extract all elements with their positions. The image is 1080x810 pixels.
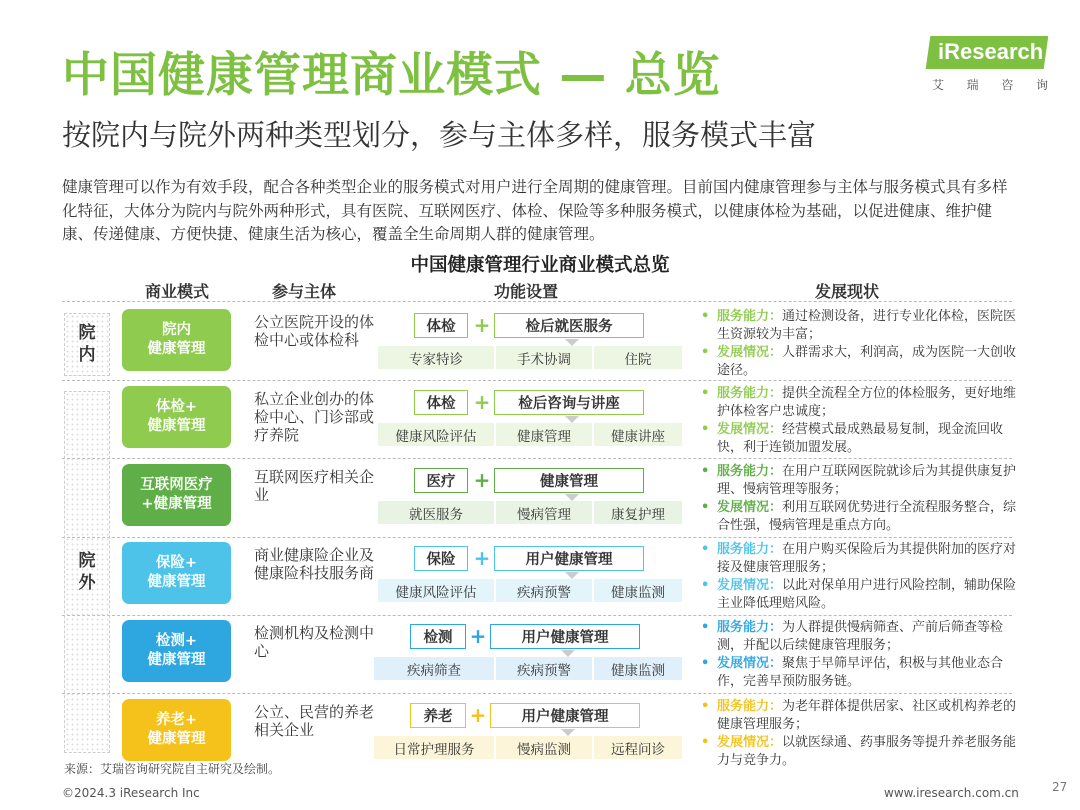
function-secondary-label: 检后就医服务 xyxy=(525,319,613,335)
logo-sub-char: 瑞 xyxy=(966,78,979,92)
function-sub-label: 健康监测 xyxy=(611,584,665,601)
function-secondary-box xyxy=(490,703,640,728)
function-main-label: 养老 xyxy=(423,709,453,725)
bullet-icon: • xyxy=(701,345,710,360)
intro-paragraph: 健康管理可以作为有效手段，配合各种类型企业的服务模式对用户进行全周期的健康管理。目前国内健康管理参与主体与服务模式具有多样化特征，大体分为院内与院外两种形式，具有医院、互联网医疗、体检、保险等多种服务模式，以健康体检为基础，以促进健康、维护健康、传递健康、方便快捷、健康生活为核心，覆盖全生命周期人群的健康管理。 xyxy=(62,178,1008,243)
logo-sub-char: 咨 xyxy=(1001,78,1014,92)
capability-label: 服务能力： xyxy=(717,464,783,479)
function-main-label: 体检 xyxy=(426,319,456,335)
function-sub-label: 远程问诊 xyxy=(611,741,665,758)
status-development xyxy=(701,344,1019,380)
status-development xyxy=(701,499,1019,535)
function-main-box xyxy=(414,313,468,338)
participant-text: 公立、民营的养老相关企业 xyxy=(254,703,375,739)
capability-label: 服务能力： xyxy=(717,620,783,635)
chevron-down-icon xyxy=(565,572,579,579)
function-sub-item xyxy=(496,579,592,602)
group-inner-label xyxy=(65,322,109,366)
mode-card xyxy=(122,699,231,761)
participant-text: 互联网医疗相关企业 xyxy=(254,468,375,504)
row-divider xyxy=(62,458,1012,459)
development-label: 发展情况： xyxy=(717,656,783,671)
function-secondary-box xyxy=(494,390,644,415)
row-divider xyxy=(62,615,1012,616)
column-header-status: 发展现状 xyxy=(815,282,880,301)
page-title: 中国健康管理商业模式 — 总览 xyxy=(62,48,721,103)
capability-label: 服务能力： xyxy=(717,542,783,557)
chevron-down-icon xyxy=(565,494,579,501)
function-secondary-box xyxy=(494,546,644,571)
bullet-icon: • xyxy=(701,620,710,635)
status-development xyxy=(701,421,1019,457)
status-block xyxy=(701,541,1019,613)
logo-brand: iResearch xyxy=(938,39,1044,64)
chevron-down-icon xyxy=(565,339,579,346)
function-sub-label: 就医服务 xyxy=(409,506,463,523)
function-main-box xyxy=(410,703,466,728)
function-sub-label: 住院 xyxy=(624,351,652,368)
column-header-function: 功能设置 xyxy=(494,282,559,301)
function-sub-item xyxy=(378,501,494,524)
chart-title: 中国健康管理行业商业模式总览 xyxy=(410,255,670,276)
function-sub-item xyxy=(374,736,494,759)
function-main-label: 医疗 xyxy=(426,474,456,490)
function-sub-item xyxy=(594,657,682,680)
function-main-box xyxy=(414,546,468,571)
function-sub-label: 疾病筛查 xyxy=(407,662,461,679)
function-sub-label: 手术协调 xyxy=(517,351,571,368)
function-sub-label: 健康监测 xyxy=(611,662,665,679)
plus-icon: + xyxy=(473,546,491,570)
bullet-icon: • xyxy=(701,578,710,593)
function-main-label: 检测 xyxy=(423,630,453,646)
function-sub-item xyxy=(594,501,682,524)
bullet-icon: • xyxy=(701,699,710,714)
status-block xyxy=(701,619,1019,691)
chevron-down-icon xyxy=(561,729,575,736)
mode-label: 检测+ 健康管理 xyxy=(147,633,206,668)
function-sub-item xyxy=(594,736,682,759)
group-outer-panel xyxy=(64,391,110,753)
mode-card xyxy=(122,464,231,526)
mode-label: 养老+ 健康管理 xyxy=(147,712,206,747)
capability-label: 服务能力： xyxy=(717,309,783,324)
function-sub-item xyxy=(496,736,592,759)
capability-label: 服务能力： xyxy=(717,699,783,714)
status-development xyxy=(701,734,1019,770)
function-sub-label: 健康讲座 xyxy=(611,428,665,445)
row-divider xyxy=(62,693,1012,694)
group-outer-label xyxy=(65,550,109,594)
page-subtitle: 按院内与院外两种类型划分，参与主体多样，服务模式丰富 xyxy=(62,118,817,152)
participant-text: 检测机构及检测中心 xyxy=(254,624,375,660)
plus-icon: + xyxy=(473,468,491,492)
status-capability xyxy=(701,619,1019,655)
function-secondary-label: 用户健康管理 xyxy=(521,709,609,725)
mode-label: 互联网医疗 +健康管理 xyxy=(140,477,213,512)
development-label: 发展情况： xyxy=(717,735,783,750)
function-sub-item xyxy=(378,346,494,369)
development-text: 聚焦于早筛早评估，积极与其他业态合作，完善早预防服务链。 xyxy=(717,656,1004,689)
function-secondary-label: 用户健康管理 xyxy=(521,630,609,646)
source-note: 来源：艾瑞咨询研究院自主研究及绘制。 xyxy=(64,762,281,776)
participant-text: 私立企业创办的体检中心、门诊部或疗养院 xyxy=(254,390,375,444)
function-secondary-box xyxy=(494,313,644,338)
status-development xyxy=(701,577,1019,613)
development-label: 发展情况： xyxy=(717,345,783,360)
status-capability xyxy=(701,308,1019,344)
function-sub-label: 健康管理 xyxy=(517,428,571,445)
plus-icon: + xyxy=(473,390,491,414)
development-label: 发展情况： xyxy=(717,422,783,437)
row-divider xyxy=(62,537,1012,538)
function-secondary-label: 健康管理 xyxy=(540,474,598,490)
mode-label: 保险+ 健康管理 xyxy=(147,555,206,590)
status-block xyxy=(701,308,1019,380)
function-sub-item xyxy=(594,579,682,602)
mode-card xyxy=(122,620,231,682)
function-sub-label: 日常护理服务 xyxy=(393,741,475,758)
group-inner-panel xyxy=(64,313,110,376)
capability-label: 服务能力： xyxy=(717,386,783,401)
column-header-party: 参与主体 xyxy=(272,282,337,301)
status-development xyxy=(701,655,1019,691)
status-capability xyxy=(701,463,1019,499)
function-sub-item xyxy=(496,346,592,369)
bullet-icon: • xyxy=(701,309,710,324)
development-text: 以此对保单用户进行风险控制，辅助保险主业降低理赔风险。 xyxy=(717,578,1017,611)
bullet-icon: • xyxy=(701,422,710,437)
development-text: 人群需求大，利润高，成为医院一大创收途径。 xyxy=(717,345,1017,378)
function-secondary-box xyxy=(494,468,644,493)
iresearch-logo xyxy=(928,36,1048,96)
function-sub-item xyxy=(594,423,682,446)
bullet-icon: • xyxy=(701,386,710,401)
plus-icon: + xyxy=(473,313,491,337)
function-sub-label: 健康风险评估 xyxy=(395,428,477,445)
bullet-icon: • xyxy=(701,500,710,515)
plus-icon: + xyxy=(469,624,487,648)
logo-subtitle xyxy=(932,76,1048,93)
mode-card xyxy=(122,309,231,371)
function-sub-label: 疾病预警 xyxy=(517,662,571,679)
logo-sub-char: 艾 xyxy=(932,78,945,92)
function-secondary-box xyxy=(490,624,640,649)
function-sub-item xyxy=(496,423,592,446)
function-sub-item xyxy=(378,579,494,602)
capability-text: 在用户互联网医院就诊后为其提供康复护理、慢病管理等服务； xyxy=(717,464,1017,497)
capability-text: 通过检测设备，进行专业化体检，医院医生资源较为丰富； xyxy=(717,309,1017,342)
function-sub-label: 康复护理 xyxy=(611,506,665,523)
chevron-down-icon xyxy=(565,416,579,423)
function-sub-item xyxy=(496,501,592,524)
mode-card xyxy=(122,542,231,604)
logo-sub-char: 询 xyxy=(1035,78,1048,92)
mode-label: 院内 健康管理 xyxy=(147,322,206,357)
function-secondary-label: 检后咨询与讲座 xyxy=(518,396,620,412)
function-main-box xyxy=(410,624,466,649)
header-divider xyxy=(62,301,1012,302)
capability-text: 提供全流程全方位的体检服务，更好地维护体检客户忠诚度； xyxy=(717,386,1017,419)
function-main-label: 保险 xyxy=(426,552,456,568)
function-main-label: 体检 xyxy=(426,396,456,412)
development-text: 利用互联网优势进行全流程服务整合，综合性强，慢病管理是重点方向。 xyxy=(717,500,1017,533)
bullet-icon: • xyxy=(701,656,710,671)
participant-text: 商业健康险企业及健康险科技服务商 xyxy=(254,546,375,582)
function-sub-item xyxy=(594,346,682,369)
function-sub-label: 慢病管理 xyxy=(517,506,571,523)
status-capability xyxy=(701,541,1019,577)
bullet-icon: • xyxy=(701,735,710,750)
participant-text: 公立医院开设的体检中心或体检科 xyxy=(254,313,375,349)
function-sub-item xyxy=(374,657,494,680)
page-number: 27 xyxy=(1052,780,1068,794)
function-sub-label: 专家特诊 xyxy=(409,351,463,368)
function-sub-label: 慢病监测 xyxy=(517,741,571,758)
status-block xyxy=(701,698,1019,770)
mode-label: 体检+ 健康管理 xyxy=(147,399,206,434)
status-capability xyxy=(701,385,1019,421)
capability-text: 为老年群体提供居家、社区或机构养老的健康管理服务； xyxy=(717,699,1017,732)
group-outer-text: 院外 xyxy=(78,551,96,593)
footer-copyright: ©2024.3 iResearch Inc xyxy=(62,786,200,800)
status-block xyxy=(701,463,1019,535)
function-secondary-label: 用户健康管理 xyxy=(525,552,613,568)
development-label: 发展情况： xyxy=(717,578,783,593)
development-text: 经营模式最成熟最易复制，现金流回收快，利于连锁加盟发展。 xyxy=(717,422,1004,455)
function-sub-item xyxy=(496,657,592,680)
plus-icon: + xyxy=(469,703,487,727)
column-header-mode: 商业模式 xyxy=(145,282,210,301)
function-sub-label: 健康风险评估 xyxy=(395,584,477,601)
group-inner-text: 院内 xyxy=(78,323,96,365)
chevron-down-icon xyxy=(561,650,575,657)
capability-text: 为人群提供慢病筛查、产前后筛查等检测，并配以后续健康管理服务； xyxy=(717,620,1004,653)
footer-website: www.iresearch.com.cn xyxy=(884,786,1019,800)
function-main-box xyxy=(414,390,468,415)
function-sub-label: 疾病预警 xyxy=(517,584,571,601)
status-capability xyxy=(701,698,1019,734)
mode-card xyxy=(122,386,231,448)
bullet-icon: • xyxy=(701,464,710,479)
capability-text: 在用户购买保险后为其提供附加的医疗对接及健康管理服务； xyxy=(717,542,1017,575)
development-label: 发展情况： xyxy=(717,500,783,515)
row-divider xyxy=(62,380,1012,381)
status-block xyxy=(701,385,1019,457)
bullet-icon: • xyxy=(701,542,710,557)
function-sub-item xyxy=(378,423,494,446)
development-text: 以就医绿通、药事服务等提升养老服务能力与竞争力。 xyxy=(717,735,1017,768)
function-main-box xyxy=(414,468,468,493)
